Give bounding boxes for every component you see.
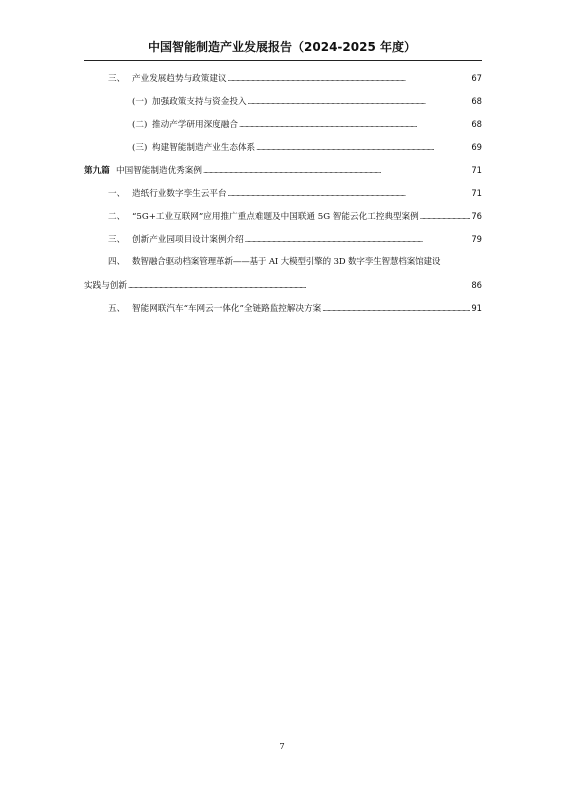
toc-entry[interactable]	[84, 297, 482, 320]
toc-entry-number: 四、	[108, 257, 126, 267]
toc-entry-number: (二)	[132, 120, 148, 130]
toc-entry-number: (三)	[132, 143, 148, 153]
leader-dots	[228, 68, 471, 91]
toc-entry-page: 91	[471, 303, 482, 313]
toc-entry-title: 产业发展趋势与政策建议	[132, 74, 227, 84]
toc-entry-title: “5G+工业互联网”应用推广重点难题及中国联通 5G 智能云化工控典型案例	[132, 212, 419, 222]
toc-entry-page: 76	[471, 211, 482, 221]
leader-dots	[203, 160, 470, 183]
toc-entry-page: 86	[471, 280, 482, 290]
toc-entry[interactable]	[84, 90, 482, 113]
leader-dots	[228, 183, 471, 206]
toc-entry-number: 一、	[108, 189, 126, 199]
toc-entry-page: 69	[471, 142, 482, 152]
leader-dots	[420, 206, 471, 229]
toc-entry-number: (一)	[132, 97, 148, 107]
toc-entry[interactable]	[84, 182, 482, 205]
toc-chapter-title: 中国智能制造优秀案例	[116, 166, 202, 176]
toc-entry-title: 智能网联汽车“车网云一体化”全链路监控解决方案	[132, 304, 322, 314]
toc-entry[interactable]	[84, 113, 482, 136]
toc-entry-title: 创新产业园项目设计案例介绍	[132, 235, 244, 245]
toc-entry[interactable]	[84, 67, 482, 90]
toc-entry-number: 二、	[108, 212, 126, 222]
toc-entry-title: 造纸行业数字孪生云平台	[132, 189, 227, 199]
toc-entry-continuation[interactable]	[84, 274, 482, 297]
toc-entry-page: 79	[471, 234, 482, 244]
toc-entry-number: 五、	[108, 304, 126, 314]
running-header: 中国智能制造产业发展报告（2024-2025 年度）	[148, 40, 416, 54]
toc-chapter-number: 第九篇	[84, 166, 110, 176]
leader-dots	[322, 298, 470, 321]
toc-entry-number: 三、	[108, 74, 126, 84]
toc-entry[interactable]	[84, 228, 482, 251]
toc-entry-page: 71	[471, 188, 482, 198]
leader-dots	[128, 275, 470, 298]
leader-dots	[245, 229, 471, 252]
toc-entry-page: 68	[471, 119, 482, 129]
leader-dots	[248, 91, 471, 114]
toc-entry-page: 68	[471, 96, 482, 106]
table-of-contents	[84, 67, 482, 320]
toc-chapter-entry[interactable]	[84, 159, 482, 182]
toc-entry-title: 加强政策支持与资金投入	[152, 97, 247, 107]
toc-entry[interactable]	[84, 205, 482, 228]
toc-entry-title: 推动产学研用深度融合	[152, 120, 238, 130]
page-number: 7	[279, 741, 285, 751]
leader-dots	[256, 137, 470, 160]
header-rule	[84, 60, 482, 61]
leader-dots	[239, 114, 470, 137]
toc-entry-number: 三、	[108, 235, 126, 245]
toc-entry-title: 构建智能制造产业生态体系	[152, 143, 256, 153]
toc-entry-page: 67	[471, 73, 482, 83]
toc-entry[interactable]	[84, 251, 482, 274]
toc-entry[interactable]	[84, 136, 482, 159]
toc-entry-title-continued: 实践与创新	[84, 281, 127, 291]
toc-entry-title: 数智融合驱动档案管理革新——基于 AI 大模型引擎的 3D 数字孪生智慧档案馆建设	[132, 257, 441, 267]
toc-entry-page: 71	[471, 165, 482, 175]
